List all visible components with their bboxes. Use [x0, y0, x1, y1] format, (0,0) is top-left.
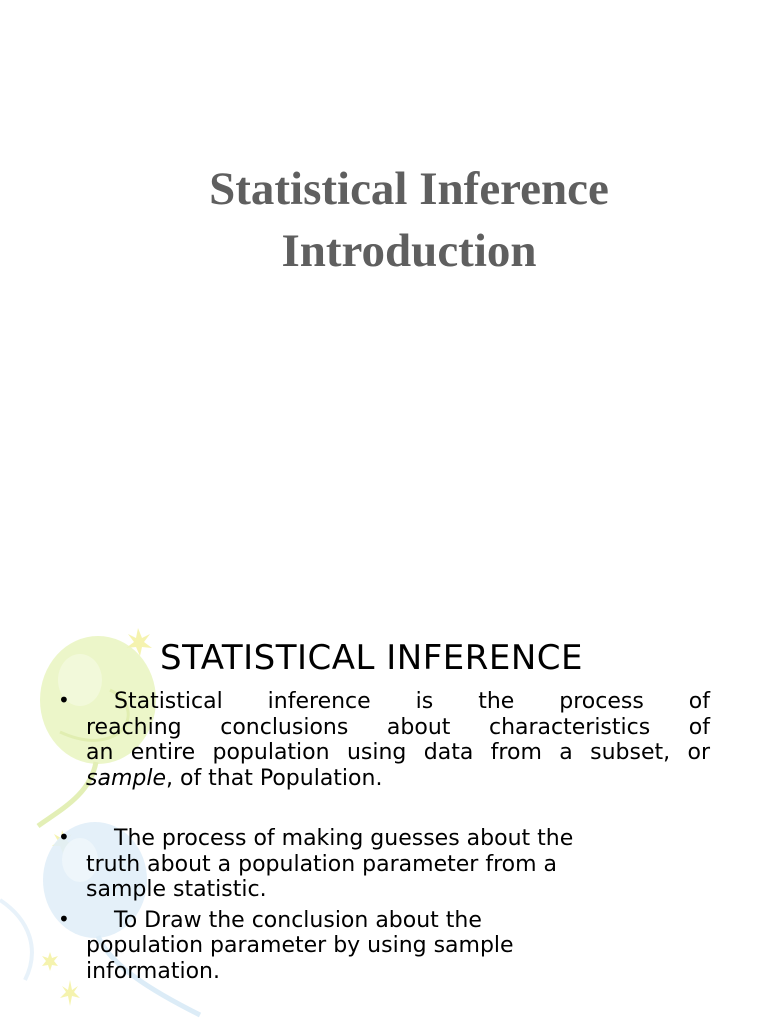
bullet-item-2: [58, 826, 710, 903]
bullet-3-line-2: population parameter by using sample: [86, 933, 514, 958]
bullet-3-line-1: To Draw the conclusion about the: [114, 907, 482, 933]
bullet-icon: •: [58, 825, 70, 849]
bullet-list: [58, 689, 710, 984]
title-line-1: Statistical Inference: [209, 163, 609, 215]
bullet-1-line-1: Statistical inference is the process of: [114, 689, 710, 714]
bullet-1-line-4: sample, of that Population.: [86, 765, 383, 791]
bullet-1-line-2: reaching conclusions about characteristics of: [86, 714, 710, 740]
content-slide: [0, 600, 768, 1024]
slide-heading: STATISTICAL INFERENCE: [160, 638, 584, 678]
bullet-2-line-2: truth about a population parameter from a: [86, 851, 557, 877]
bullet-1-line-3: an entire population using data from a subset, or: [86, 740, 710, 765]
bullet-item-3: [58, 908, 710, 985]
slide-title: [0, 158, 768, 282]
bullet-2-line-1: The process of making guesses about the: [114, 826, 574, 851]
bullet-icon: •: [58, 688, 70, 712]
title-line-2: Introduction: [281, 225, 537, 277]
bullet-item-1: [58, 689, 710, 791]
bullet-3-line-3: information.: [86, 958, 220, 984]
bullet-2-line-3: sample statistic.: [86, 877, 267, 902]
bullet-icon: •: [58, 906, 70, 931]
